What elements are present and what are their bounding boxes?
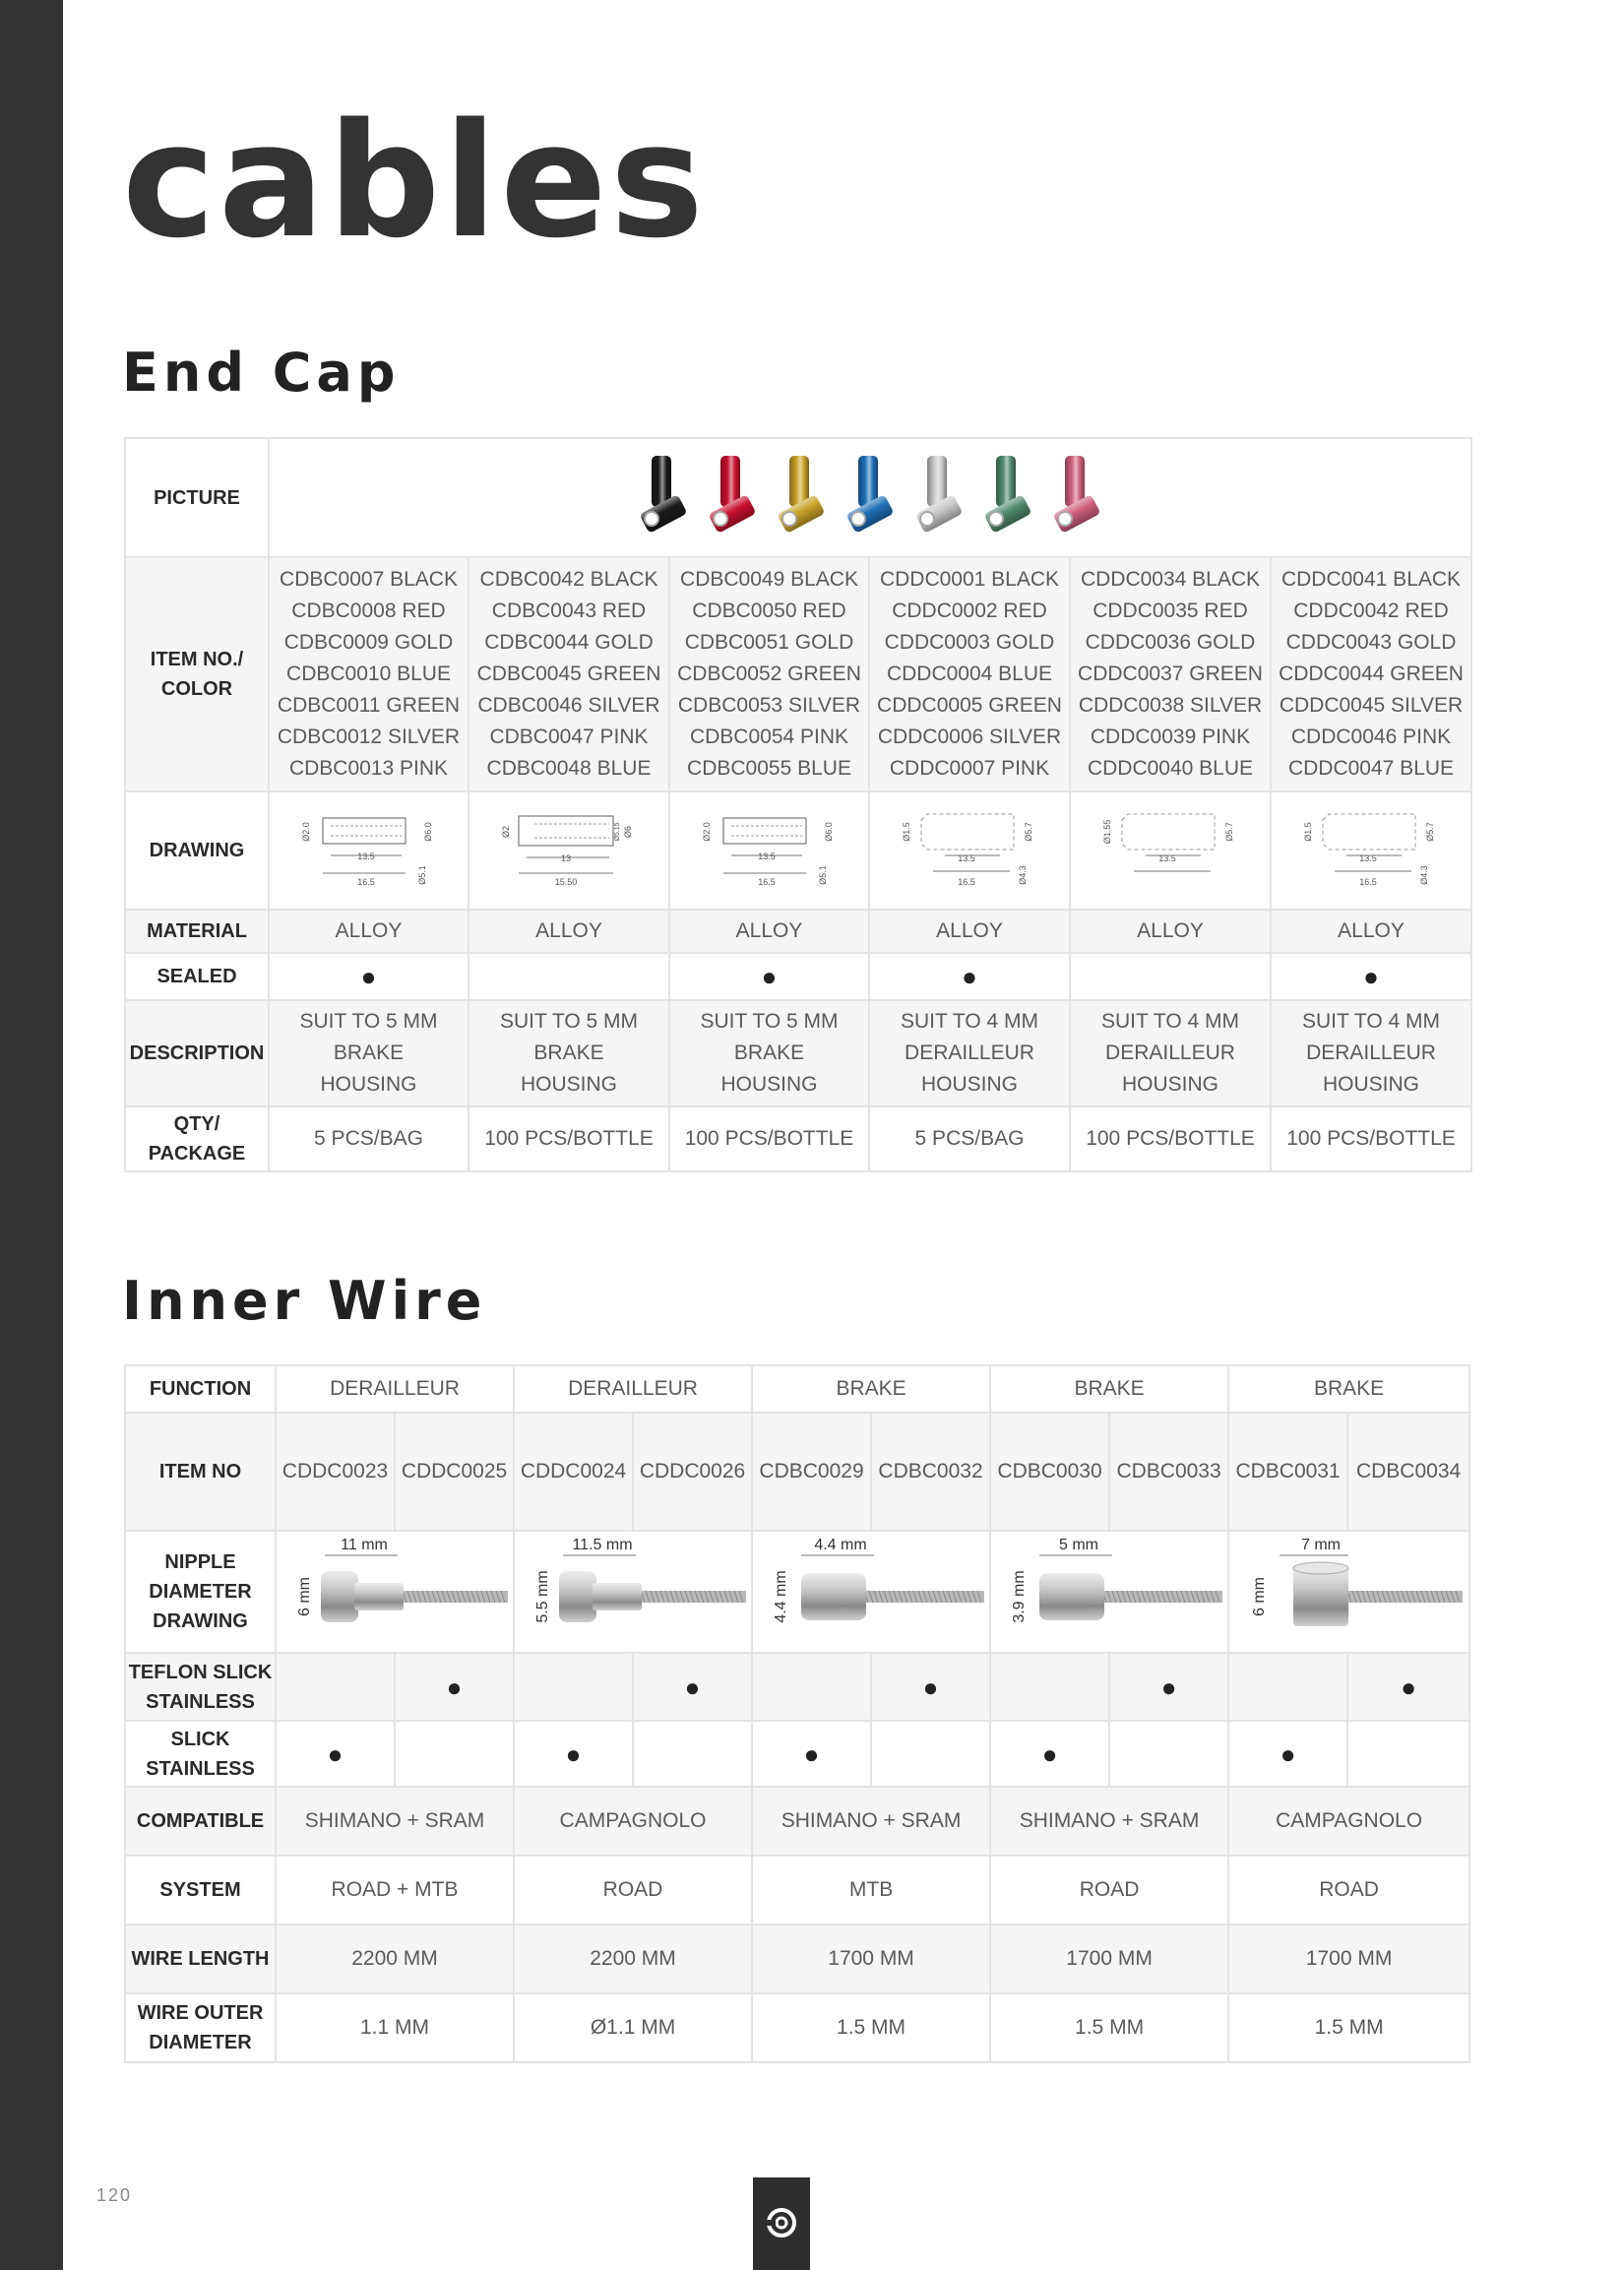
dimension-label: Ø6.0 bbox=[422, 822, 433, 842]
end-cap-drawing bbox=[1278, 796, 1465, 895]
qty-cell: 5 PCS/BAG bbox=[869, 1106, 1070, 1171]
item-color-entry: CDBC0043 RED bbox=[491, 599, 647, 622]
sealed-cell: ● bbox=[269, 953, 468, 1000]
end-cap-picture bbox=[269, 438, 1471, 557]
wire-length-cell: 2200 MM bbox=[514, 1924, 752, 1993]
sealed-cell: ● bbox=[869, 953, 1070, 1000]
cap-outline bbox=[723, 818, 806, 844]
item-color-entry: CDDC0036 GOLD bbox=[1085, 631, 1256, 654]
end-cap-image bbox=[709, 456, 756, 540]
end-cap-drawing bbox=[1077, 796, 1264, 895]
nipple-length-label: 4.4 mm bbox=[814, 1537, 867, 1553]
item-color-entry: CDBC0011 GREEN bbox=[277, 694, 461, 717]
item-no-cell: CDDC0026 bbox=[633, 1413, 752, 1531]
item-color-entry: CDBC0012 SILVER bbox=[277, 725, 461, 748]
compatible-cell: SHIMANO + SRAM bbox=[276, 1787, 514, 1856]
slick-cell: ● bbox=[276, 1721, 395, 1787]
sealed-label: SEALED bbox=[125, 953, 269, 1000]
compatible-cell: SHIMANO + SRAM bbox=[990, 1787, 1228, 1856]
item-color-entry: CDDC0035 RED bbox=[1093, 599, 1248, 622]
nipple-length-label: 7 mm bbox=[1300, 1537, 1341, 1553]
material-cell: ALLOY bbox=[669, 910, 869, 953]
drawing-label: DRAWING bbox=[125, 791, 269, 910]
end-cap-opening bbox=[850, 511, 866, 527]
pear-nipple bbox=[1039, 1573, 1104, 1620]
cap-outline bbox=[1323, 814, 1415, 850]
item-color-entry: CDBC0046 SILVER bbox=[477, 694, 660, 717]
slick-cell: ● bbox=[752, 1721, 871, 1787]
item-no-cell: CDBC0034 bbox=[1347, 1413, 1469, 1531]
description-cell: SUIT TO 5 MM BRAKE HOUSING bbox=[669, 1000, 869, 1106]
end-cap-title: End Cap bbox=[122, 342, 401, 404]
function-cell: BRAKE bbox=[752, 1365, 990, 1413]
sealed-cell bbox=[468, 953, 669, 1000]
nipple-length-label: 11 mm bbox=[341, 1537, 388, 1553]
item-no-cell: CDDC0024 bbox=[514, 1413, 633, 1531]
item-color-entry: CDDC0037 GREEN bbox=[1078, 662, 1263, 685]
item-color-entry: CDDC0041 BLACK bbox=[1280, 568, 1462, 591]
brand-logo-icon bbox=[764, 2201, 799, 2244]
drawing-cell bbox=[1271, 791, 1471, 910]
description-cell: SUIT TO 4 MM DERAILLEUR HOUSING bbox=[869, 1000, 1070, 1106]
teflon-label: TEFLON SLICK STAINLESS bbox=[125, 1653, 276, 1721]
item-color-entry: CDBC0008 RED bbox=[291, 599, 446, 622]
item-color-entry: CDDC0006 SILVER bbox=[877, 725, 1062, 748]
item-color-entry: CDDC0044 GREEN bbox=[1279, 662, 1464, 685]
end-cap-opening bbox=[1057, 511, 1073, 527]
end-cap-photo bbox=[270, 456, 1470, 540]
nipple-neck bbox=[354, 1583, 404, 1610]
end-cap-image bbox=[915, 456, 963, 540]
description-cell: SUIT TO 5 MM BRAKE HOUSING bbox=[269, 1000, 468, 1106]
wire-length-cell: 1700 MM bbox=[752, 1924, 990, 1993]
nipple-label: NIPPLE DIAMETER DRAWING bbox=[125, 1531, 276, 1653]
wire-length-cell: 1700 MM bbox=[990, 1924, 1228, 1993]
item-color-entry: CDBC0010 BLUE bbox=[286, 662, 451, 685]
material-cell: ALLOY bbox=[1271, 910, 1471, 953]
dimension-label: Ø4.3 bbox=[1018, 865, 1028, 885]
slick-cell bbox=[395, 1721, 514, 1787]
item-color-entry: CDDC0045 SILVER bbox=[1279, 694, 1464, 717]
compatible-cell: CAMPAGNOLO bbox=[1228, 1787, 1469, 1856]
slick-label: SLICK STAINLESS bbox=[125, 1721, 276, 1787]
dimension-label: Ø5.7 bbox=[1224, 822, 1234, 842]
dimension-label: Ø5.1 bbox=[817, 865, 828, 885]
slick-cell: ● bbox=[1228, 1721, 1347, 1787]
teflon-cell: ● bbox=[1109, 1653, 1228, 1721]
dimension-label: 13.5 bbox=[958, 853, 975, 863]
item-no-cell: CDBC0033 bbox=[1109, 1413, 1228, 1531]
description-label: DESCRIPTION bbox=[125, 1000, 269, 1106]
drawing-cell bbox=[468, 791, 669, 910]
dimension-label: Ø6.0 bbox=[823, 822, 834, 842]
dimension-label: Ø2 bbox=[501, 825, 511, 839]
end-cap-image bbox=[984, 456, 1031, 540]
teflon-cell bbox=[514, 1653, 633, 1721]
material-label: MATERIAL bbox=[125, 910, 269, 953]
picture-label: PICTURE bbox=[125, 438, 269, 557]
nipple-drawing bbox=[516, 1532, 750, 1642]
item-color-entry: CDBC0007 BLACK bbox=[280, 568, 458, 591]
end-cap-opening bbox=[644, 511, 659, 527]
dimension-label: Ø4.3 bbox=[1419, 865, 1430, 885]
item-color-cell bbox=[669, 557, 869, 791]
wire-outer-cell: Ø1.1 MM bbox=[514, 1993, 752, 2062]
dimension-label: 13.5 bbox=[356, 851, 375, 861]
item-color-cell bbox=[1070, 557, 1271, 791]
teflon-cell bbox=[276, 1653, 395, 1721]
end-cap-image bbox=[1053, 456, 1100, 540]
dimension-label: 16.5 bbox=[757, 877, 776, 887]
sealed-cell bbox=[1070, 953, 1271, 1000]
dimension-label: 16.5 bbox=[1359, 877, 1377, 887]
nipple-diameter-label: 5.5 mm bbox=[534, 1570, 552, 1623]
slick-cell bbox=[633, 1721, 752, 1787]
description-cell: SUIT TO 5 MM BRAKE HOUSING bbox=[468, 1000, 669, 1106]
slick-cell: ● bbox=[514, 1721, 633, 1787]
system-cell: MTB bbox=[752, 1856, 990, 1924]
nipple-drawing bbox=[1232, 1532, 1467, 1642]
nipple-head bbox=[559, 1571, 596, 1622]
page-number: 120 bbox=[96, 2185, 133, 2205]
item-color-entry: CDBC0044 GOLD bbox=[484, 631, 654, 654]
dimension-label: Ø5.1 bbox=[416, 865, 427, 885]
item-color-entry: CDDC0043 GOLD bbox=[1285, 631, 1457, 654]
item-color-entry: CDBC0050 RED bbox=[692, 599, 846, 622]
nipple-drawing bbox=[992, 1532, 1226, 1642]
material-cell: ALLOY bbox=[869, 910, 1070, 953]
item-color-entry: CDBC0042 BLACK bbox=[479, 568, 658, 591]
item-color-entry: CDDC0040 BLUE bbox=[1087, 757, 1254, 780]
qty-cell: 5 PCS/BAG bbox=[269, 1106, 468, 1171]
description-cell: SUIT TO 4 MM DERAILLEUR HOUSING bbox=[1070, 1000, 1271, 1106]
system-cell: ROAD bbox=[514, 1856, 752, 1924]
nipple-drawing-cell bbox=[752, 1531, 990, 1653]
barrel-top bbox=[1293, 1562, 1348, 1574]
compatible-cell: CAMPAGNOLO bbox=[514, 1787, 752, 1856]
qty-package-label: QTY/ PACKAGE bbox=[125, 1106, 269, 1171]
cap-outline bbox=[1122, 814, 1215, 850]
dimension-label: Ø1.55 bbox=[1102, 819, 1112, 845]
item-color-entry: CDDC0001 BLACK bbox=[879, 568, 1060, 591]
dimension-label: Ø2.0 bbox=[701, 822, 712, 842]
description-cell: SUIT TO 4 MM DERAILLEUR HOUSING bbox=[1271, 1000, 1471, 1106]
item-no-cell: CDBC0032 bbox=[871, 1413, 990, 1531]
qty-cell: 100 PCS/BOTTLE bbox=[1070, 1106, 1271, 1171]
sealed-cell: ● bbox=[669, 953, 869, 1000]
item-color-entry: CDDC0003 GOLD bbox=[884, 631, 1055, 654]
item-no-cell: CDDC0025 bbox=[395, 1413, 514, 1531]
end-cap-image bbox=[846, 456, 894, 540]
system-label: SYSTEM bbox=[125, 1856, 276, 1924]
item-color-entry: CDBC0051 GOLD bbox=[684, 631, 854, 654]
nipple-head bbox=[321, 1571, 358, 1622]
dimension-label: Ø6 bbox=[623, 825, 633, 839]
dimension-label: 16.5 bbox=[356, 877, 375, 887]
nipple-drawing-cell bbox=[276, 1531, 514, 1653]
page-title: cables bbox=[122, 89, 707, 273]
dimension-label: Ø5.7 bbox=[1425, 822, 1436, 842]
brand-logo-tab bbox=[753, 2177, 810, 2270]
nipple-diameter-label: 4.4 mm bbox=[773, 1570, 790, 1623]
qty-cell: 100 PCS/BOTTLE bbox=[1271, 1106, 1471, 1171]
item-color-entry: CDBC0052 GREEN bbox=[677, 662, 861, 685]
teflon-cell: ● bbox=[395, 1653, 514, 1721]
end-cap-image bbox=[640, 456, 687, 540]
item-no-cell: CDDC0023 bbox=[276, 1413, 395, 1531]
nipple-diameter-label: 3.9 mm bbox=[1011, 1570, 1029, 1623]
teflon-cell: ● bbox=[1347, 1653, 1469, 1721]
item-color-entry: CDBC0047 PINK bbox=[489, 725, 649, 748]
dimension-label: Ø5.7 bbox=[1024, 822, 1033, 842]
material-cell: ALLOY bbox=[468, 910, 669, 953]
item-color-entry: CDDC0004 BLUE bbox=[886, 662, 1053, 685]
slick-cell bbox=[871, 1721, 990, 1787]
end-cap-image bbox=[778, 456, 825, 540]
end-cap-drawing bbox=[876, 796, 1063, 895]
teflon-cell: ● bbox=[633, 1653, 752, 1721]
drawing-cell bbox=[1070, 791, 1271, 910]
end-cap-drawing bbox=[276, 796, 463, 895]
item-color-cell bbox=[869, 557, 1070, 791]
nipple-drawing-cell bbox=[990, 1531, 1228, 1653]
dimension-label: Ø1.5 bbox=[902, 822, 911, 842]
qty-cell: 100 PCS/BOTTLE bbox=[669, 1106, 869, 1171]
system-cell: ROAD + MTB bbox=[276, 1856, 514, 1924]
teflon-cell: ● bbox=[871, 1653, 990, 1721]
teflon-cell bbox=[752, 1653, 871, 1721]
wire-length-label: WIRE LENGTH bbox=[125, 1924, 276, 1993]
compatible-cell: SHIMANO + SRAM bbox=[752, 1787, 990, 1856]
side-bar bbox=[0, 0, 63, 2270]
drawing-cell bbox=[869, 791, 1070, 910]
item-color-entry: CDBC0048 BLUE bbox=[486, 757, 652, 780]
teflon-cell bbox=[990, 1653, 1109, 1721]
cap-outline bbox=[323, 818, 406, 844]
end-cap-drawing bbox=[475, 796, 662, 895]
qty-cell: 100 PCS/BOTTLE bbox=[468, 1106, 669, 1171]
end-cap-table bbox=[124, 437, 1472, 1172]
inner-wire-table bbox=[124, 1364, 1470, 2063]
cap-outline bbox=[519, 816, 613, 846]
end-cap-drawing bbox=[676, 796, 863, 895]
nipple-drawing bbox=[278, 1532, 512, 1642]
item-color-entry: CDDC0046 PINK bbox=[1290, 725, 1452, 748]
dimension-label: 13.5 bbox=[757, 851, 776, 861]
item-color-entry: CDDC0007 PINK bbox=[889, 757, 1050, 780]
slick-cell bbox=[1109, 1721, 1228, 1787]
item-color-cell bbox=[1271, 557, 1471, 791]
wire-outer-label: WIRE OUTER DIAMETER bbox=[125, 1993, 276, 2062]
wire-length-cell: 1700 MM bbox=[1228, 1924, 1469, 1993]
teflon-cell bbox=[1228, 1653, 1347, 1721]
item-no-cell: CDBC0029 bbox=[752, 1413, 871, 1531]
dimension-label: 13.5 bbox=[1158, 853, 1176, 863]
item-no-label: ITEM NO bbox=[125, 1413, 276, 1531]
pear-nipple bbox=[801, 1573, 866, 1620]
item-color-entry: CDBC0009 GOLD bbox=[283, 631, 454, 654]
wire-outer-cell: 1.5 MM bbox=[1228, 1993, 1469, 2062]
item-color-entry: CDDC0042 RED bbox=[1293, 599, 1449, 622]
nipple-length-label: 11.5 mm bbox=[572, 1537, 633, 1553]
end-cap-opening bbox=[919, 511, 935, 527]
nipple-drawing-cell bbox=[514, 1531, 752, 1653]
material-cell: ALLOY bbox=[269, 910, 468, 953]
nipple-neck bbox=[593, 1583, 642, 1610]
item-color-cell bbox=[269, 557, 468, 791]
item-color-entry: CDDC0038 SILVER bbox=[1078, 694, 1263, 717]
item-no-color-label: ITEM NO./ COLOR bbox=[125, 557, 269, 791]
end-cap-opening bbox=[781, 511, 797, 527]
nipple-diameter-label: 6 mm bbox=[1250, 1577, 1268, 1616]
nipple-drawing bbox=[754, 1532, 988, 1642]
drawing-cell bbox=[669, 791, 869, 910]
system-cell: ROAD bbox=[990, 1856, 1228, 1924]
inner-wire-title: Inner Wire bbox=[122, 1270, 487, 1332]
slick-cell bbox=[1347, 1721, 1469, 1787]
item-color-entry: CDBC0053 SILVER bbox=[677, 694, 861, 717]
dimension-label: Ø5.15 bbox=[614, 822, 621, 842]
dimension-label: Ø2.0 bbox=[300, 822, 311, 842]
dimension-label: 15.50 bbox=[554, 877, 578, 887]
drawing-cell bbox=[269, 791, 468, 910]
item-color-entry: CDBC0013 PINK bbox=[288, 757, 449, 780]
item-color-entry: CDDC0039 PINK bbox=[1090, 725, 1251, 748]
end-cap-opening bbox=[713, 511, 728, 527]
nipple-drawing-cell bbox=[1228, 1531, 1469, 1653]
item-color-entry: CDBC0055 BLUE bbox=[687, 757, 851, 780]
item-color-entry: CDDC0005 GREEN bbox=[877, 694, 1062, 717]
sealed-cell: ● bbox=[1271, 953, 1471, 1000]
function-cell: BRAKE bbox=[990, 1365, 1228, 1413]
nipple-diameter-label: 6 mm bbox=[296, 1577, 313, 1616]
item-color-entry: CDDC0047 BLUE bbox=[1287, 757, 1455, 780]
dimension-label: 13.5 bbox=[1359, 853, 1377, 863]
item-no-cell: CDBC0031 bbox=[1228, 1413, 1347, 1531]
slick-cell: ● bbox=[990, 1721, 1109, 1787]
function-cell: DERAILLEUR bbox=[514, 1365, 752, 1413]
dimension-label: 13 bbox=[560, 853, 572, 863]
item-color-entry: CDDC0002 RED bbox=[892, 599, 1047, 622]
function-label: FUNCTION bbox=[125, 1365, 276, 1413]
dimension-label: Ø1.5 bbox=[1303, 822, 1314, 842]
wire-outer-cell: 1.1 MM bbox=[276, 1993, 514, 2062]
item-color-entry: CDBC0045 GREEN bbox=[476, 662, 661, 685]
nipple-length-label: 5 mm bbox=[1059, 1537, 1099, 1553]
cap-outline bbox=[921, 814, 1014, 850]
item-color-cell bbox=[468, 557, 669, 791]
item-color-entry: CDDC0034 BLACK bbox=[1080, 568, 1261, 591]
wire-outer-cell: 1.5 MM bbox=[990, 1993, 1228, 2062]
end-cap-opening bbox=[988, 511, 1004, 527]
item-no-cell: CDBC0030 bbox=[990, 1413, 1109, 1531]
function-cell: DERAILLEUR bbox=[276, 1365, 514, 1413]
item-color-entry: CDBC0049 BLACK bbox=[680, 568, 858, 591]
wire-length-cell: 2200 MM bbox=[276, 1924, 514, 1993]
system-cell: ROAD bbox=[1228, 1856, 1469, 1924]
wire-outer-cell: 1.5 MM bbox=[752, 1993, 990, 2062]
compatible-label: COMPATIBLE bbox=[125, 1787, 276, 1856]
item-color-entry: CDBC0054 PINK bbox=[689, 725, 849, 748]
material-cell: ALLOY bbox=[1070, 910, 1271, 953]
function-cell: BRAKE bbox=[1228, 1365, 1469, 1413]
dimension-label: 16.5 bbox=[958, 877, 975, 887]
barrel-nipple bbox=[1293, 1567, 1348, 1626]
